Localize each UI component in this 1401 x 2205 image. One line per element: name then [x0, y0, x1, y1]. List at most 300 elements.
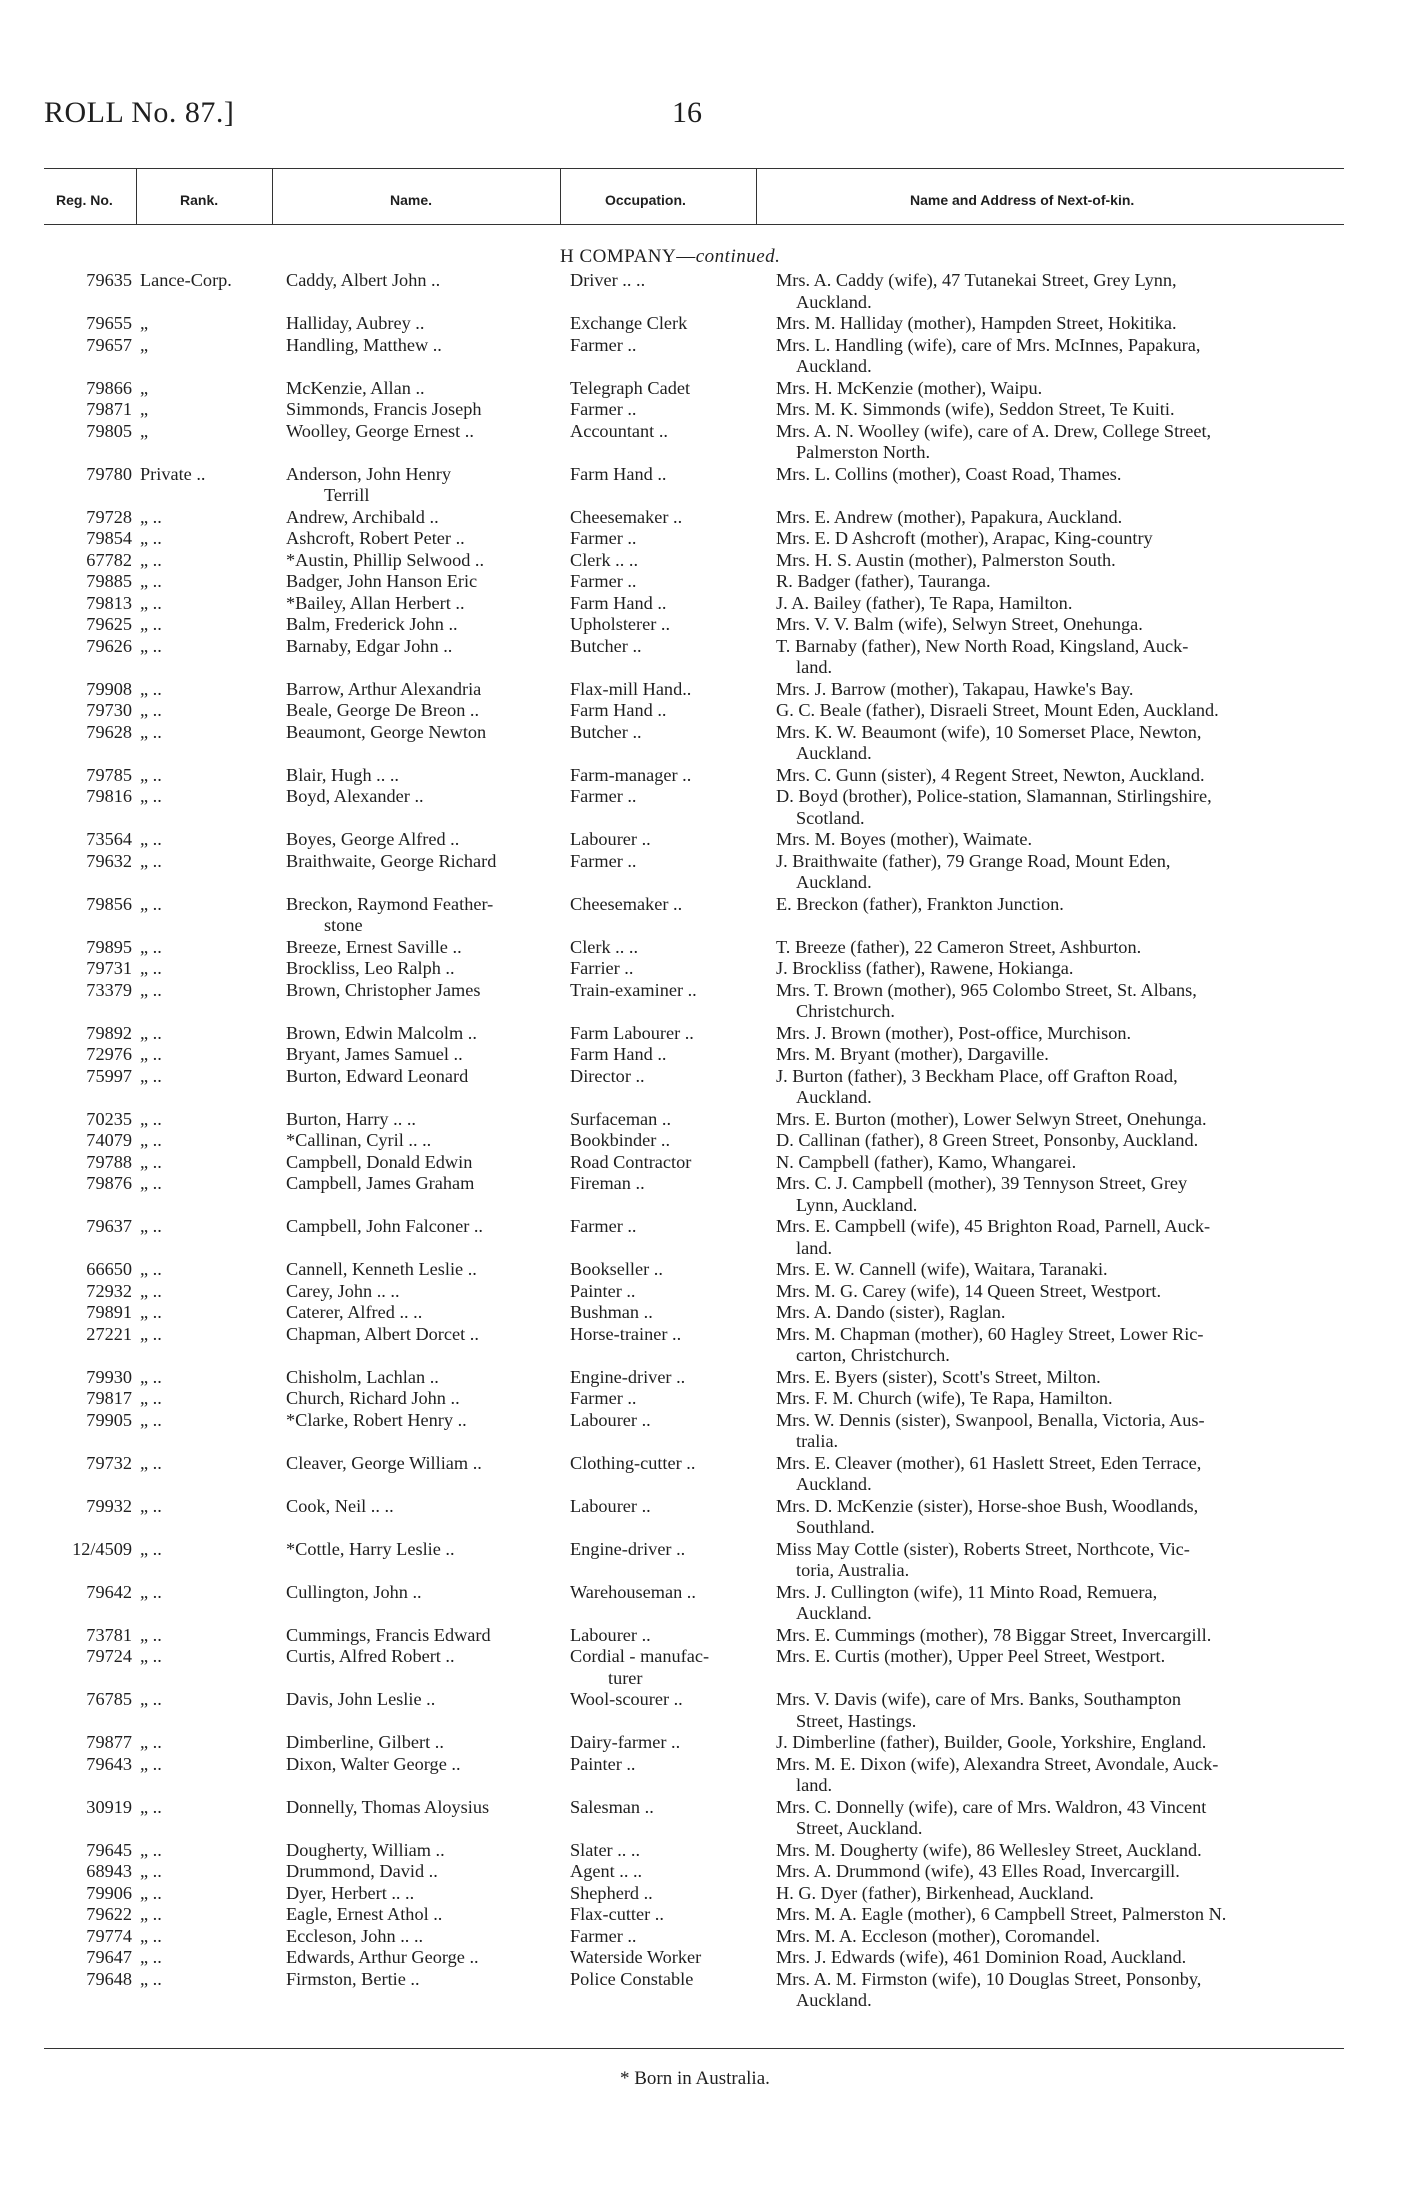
- occupation: Clothing-cutter ..: [570, 1452, 696, 1473]
- table-row: [44, 421, 1344, 464]
- rank: „ ..: [140, 1538, 162, 1559]
- reg-number: 79642: [86, 1581, 132, 1602]
- next-of-kin-line: Mrs. E. Burton (mother), Lower Selwyn Street, Onehunga.: [776, 1108, 1207, 1129]
- next-of-kin-line: Mrs. M. Chapman (mother), 60 Hagley Street, Lower Ric-: [776, 1323, 1204, 1344]
- soldier-name: Barnaby, Edgar John ..: [286, 635, 453, 656]
- rank: „ ..: [140, 1065, 162, 1086]
- next-of-kin-line: Mrs. L. Handling (wife), care of Mrs. McInnes, Papakura,: [776, 334, 1201, 355]
- reg-number: 79643: [86, 1753, 132, 1774]
- occupation: Farmer ..: [570, 528, 637, 548]
- table-row: [44, 722, 1344, 765]
- reg-number: 79908: [86, 678, 132, 699]
- next-of-kin: [776, 593, 1376, 615]
- reg-number: 79628: [86, 721, 132, 742]
- soldier-name: Andrew, Archibald ..: [286, 506, 439, 527]
- rank: „ ..: [140, 1904, 162, 1924]
- next-of-kin-line: land.: [796, 1775, 833, 1795]
- next-of-kin: [776, 1023, 1376, 1045]
- next-of-kin-line: carton, Christchurch.: [796, 1345, 950, 1365]
- soldier-name: Campbell, James Graham: [286, 1173, 475, 1193]
- next-of-kin: [776, 1302, 1376, 1324]
- rank: „ ..: [140, 850, 162, 871]
- next-of-kin: [776, 1259, 1376, 1281]
- occupation: Farmer ..: [570, 786, 637, 806]
- soldier-name: Brown, Edwin Malcolm ..: [286, 1022, 477, 1043]
- next-of-kin-line: Mrs. A. N. Woolley (wife), care of A. Drew, College Street,: [776, 420, 1212, 441]
- next-of-kin: [776, 679, 1376, 701]
- occupation: Bushman ..: [570, 1302, 653, 1322]
- occupation: Warehouseman ..: [570, 1581, 696, 1602]
- next-of-kin: [776, 1281, 1376, 1303]
- rank: „: [140, 334, 149, 355]
- rank: „: [140, 377, 149, 398]
- reg-number: 72932: [86, 1280, 132, 1301]
- next-of-kin-line: Mrs. M. Bryant (mother), Dargaville.: [776, 1044, 1049, 1064]
- next-of-kin: [776, 1453, 1376, 1496]
- rank: „ ..: [140, 1452, 162, 1473]
- occupation: Cheesemaker ..: [570, 506, 683, 527]
- rank: „ ..: [140, 1216, 162, 1236]
- reg-number: 79774: [86, 1925, 132, 1946]
- occupation: Bookseller ..: [570, 1259, 663, 1279]
- rank: „ ..: [140, 614, 162, 634]
- next-of-kin-line: Mrs. A. Dando (sister), Raglan.: [776, 1302, 1006, 1322]
- reg-number: 79813: [86, 592, 132, 613]
- rank: „ ..: [140, 1796, 162, 1817]
- occupation: Farm Labourer ..: [570, 1022, 694, 1043]
- soldier-name: Dougherty, William ..: [286, 1839, 445, 1860]
- reg-number: 79637: [86, 1216, 132, 1236]
- soldier-name: Braithwaite, George Richard: [286, 850, 497, 871]
- soldier-name: Cummings, Francis Edward: [286, 1624, 491, 1645]
- next-of-kin: [776, 700, 1376, 722]
- next-of-kin: [776, 313, 1376, 335]
- next-of-kin: [776, 1324, 1376, 1367]
- reg-number: 79724: [86, 1646, 132, 1666]
- occupation: Waterside Worker: [570, 1947, 702, 1967]
- roll-table: [44, 270, 1344, 2012]
- occupation: Farm Hand ..: [570, 700, 667, 720]
- next-of-kin: [776, 1044, 1376, 1066]
- soldier-name: Woolley, George Ernest ..: [286, 420, 474, 441]
- table-row: [44, 1216, 1344, 1259]
- rank: „ ..: [140, 829, 162, 849]
- occupation: Train-examiner ..: [570, 979, 697, 1000]
- next-of-kin: [776, 1883, 1376, 1905]
- reg-number: 79732: [86, 1452, 132, 1473]
- next-of-kin: [776, 1947, 1376, 1969]
- next-of-kin-line: Mrs. E. Byers (sister), Scott's Street, Milton.: [776, 1366, 1101, 1387]
- next-of-kin-line: J. Brockliss (father), Rawene, Hokianga.: [776, 958, 1074, 978]
- reg-number: 12/4509: [72, 1538, 132, 1559]
- soldier-name: Dixon, Walter George ..: [286, 1753, 461, 1774]
- reg-number: 79885: [86, 571, 132, 591]
- next-of-kin-line: T. Barnaby (father), New North Road, Kingsland, Auck-: [776, 635, 1189, 656]
- rank: „ ..: [140, 721, 162, 742]
- next-of-kin: [776, 1109, 1376, 1131]
- occupation: Cheesemaker ..: [570, 893, 683, 914]
- next-of-kin-line: Mrs. W. Dennis (sister), Swanpool, Benalla, Victoria, Aus-: [776, 1409, 1205, 1430]
- next-of-kin: [776, 507, 1376, 529]
- rank: „ ..: [140, 1646, 162, 1666]
- occupation: Clerk .. ..: [570, 936, 639, 957]
- table-row: [44, 1281, 1344, 1303]
- next-of-kin-line: Auckland.: [796, 291, 872, 312]
- next-of-kin-line: Auckland.: [796, 872, 872, 892]
- occupation: Surfaceman ..: [570, 1108, 672, 1129]
- rank: „ ..: [140, 1968, 162, 1989]
- rank: „: [140, 313, 149, 333]
- next-of-kin-line: Mrs. M. K. Simmonds (wife), Seddon Street, Te Kuiti.: [776, 399, 1175, 419]
- soldier-name: *Callinan, Cyril .. ..: [286, 1130, 432, 1150]
- occupation: Upholsterer ..: [570, 614, 671, 634]
- rank: „ ..: [140, 1581, 162, 1602]
- section-continued: continued.: [695, 246, 781, 267]
- table-row: [44, 1840, 1344, 1862]
- table-row: [44, 636, 1344, 679]
- soldier-name: Badger, John Hanson Eric: [286, 571, 478, 591]
- table-row: [44, 1947, 1344, 1969]
- next-of-kin: [776, 1582, 1376, 1625]
- next-of-kin: [776, 1367, 1376, 1389]
- table-row: [44, 528, 1344, 550]
- soldier-name: Dyer, Herbert .. ..: [286, 1882, 415, 1903]
- next-of-kin-line: Auckland.: [796, 743, 872, 763]
- next-of-kin-line: J. Burton (father), 3 Beckham Place, off Grafton Road,: [776, 1065, 1178, 1086]
- reg-number: 79854: [86, 528, 132, 548]
- next-of-kin-line: R. Badger (father), Tauranga.: [776, 571, 991, 591]
- next-of-kin-line: J. A. Bailey (father), Te Rapa, Hamilton.: [776, 592, 1073, 613]
- soldier-name: Cannell, Kenneth Leslie ..: [286, 1259, 477, 1279]
- soldier-name: Caterer, Alfred .. ..: [286, 1302, 423, 1322]
- next-of-kin-line: Auckland.: [796, 1990, 872, 2010]
- next-of-kin-line: J. Dimberline (father), Builder, Goole, Yorkshire, England.: [776, 1732, 1207, 1752]
- soldier-name: Simmonds, Francis Joseph: [286, 399, 482, 419]
- reg-number: 73379: [86, 979, 132, 1000]
- reg-number: 73564: [86, 829, 132, 849]
- occupation: Agent .. ..: [570, 1861, 643, 1881]
- rank: „ ..: [140, 764, 162, 785]
- occupation: Farmer ..: [570, 571, 637, 591]
- soldier-name: Chapman, Albert Dorcet ..: [286, 1323, 479, 1344]
- reg-number: 66650: [86, 1259, 132, 1279]
- soldier-name: Edwards, Arthur George ..: [286, 1947, 479, 1967]
- reg-number: 79805: [86, 420, 132, 441]
- rank: „ ..: [140, 1323, 162, 1344]
- rank: „ ..: [140, 549, 162, 570]
- table-row: [44, 1066, 1344, 1109]
- next-of-kin-line: G. C. Beale (father), Disraeli Street, Mount Eden, Auckland.: [776, 700, 1219, 720]
- table-row: [44, 1496, 1344, 1539]
- table-row: [44, 786, 1344, 829]
- soldier-name: Halliday, Aubrey ..: [286, 313, 425, 333]
- soldier-name: [286, 894, 606, 937]
- table-header-rule: [44, 224, 1344, 225]
- occupation: Bookbinder ..: [570, 1130, 671, 1150]
- next-of-kin-line: Mrs. M. E. Dixon (wife), Alexandra Street, Avondale, Auck-: [776, 1753, 1219, 1774]
- occupation: Farmer ..: [570, 399, 637, 419]
- reg-number: 79932: [86, 1495, 132, 1516]
- column-divider: [560, 168, 561, 224]
- occupation: Clerk .. ..: [570, 549, 639, 570]
- reg-number: 79622: [86, 1904, 132, 1924]
- reg-number: 67782: [86, 549, 132, 570]
- next-of-kin-line: Mrs. J. Edwards (wife), 461 Dominion Road, Auckland.: [776, 1947, 1187, 1967]
- reg-number: 79892: [86, 1022, 132, 1043]
- rank: „ ..: [140, 528, 162, 548]
- next-of-kin-line: tralia.: [796, 1431, 839, 1451]
- reg-number: 27221: [86, 1323, 132, 1344]
- next-of-kin-line: Mrs. M. Halliday (mother), Hampden Street, Hokitika.: [776, 313, 1177, 333]
- table-bottom-rule: [44, 2048, 1344, 2049]
- occupation: Farmer ..: [570, 1388, 637, 1408]
- reg-number: 79632: [86, 850, 132, 871]
- next-of-kin: [776, 270, 1376, 313]
- next-of-kin: [776, 550, 1376, 572]
- next-of-kin-line: Auckland.: [796, 1603, 872, 1623]
- rank: „ ..: [140, 958, 162, 978]
- occupation: Shepherd ..: [570, 1882, 653, 1903]
- soldier-name: Beaumont, George Newton: [286, 721, 487, 742]
- next-of-kin: [776, 1797, 1376, 1840]
- next-of-kin-line: Mrs. L. Collins (mother), Coast Road, Thames.: [776, 463, 1122, 484]
- section-title: [560, 246, 780, 268]
- soldier-name: Burton, Harry .. ..: [286, 1108, 416, 1129]
- next-of-kin-line: Street, Hastings.: [796, 1710, 917, 1731]
- next-of-kin-line: Mrs. A. Drummond (wife), 43 Elles Road, Invercargill.: [776, 1861, 1180, 1881]
- rank: „ ..: [140, 1151, 162, 1172]
- soldier-name: McKenzie, Allan ..: [286, 377, 425, 398]
- next-of-kin-line: Mrs. M. A. Eagle (mother), 6 Campbell Street, Palmerston N.: [776, 1904, 1227, 1924]
- soldier-name-line: Terrill: [324, 485, 370, 505]
- rank: „ ..: [140, 1259, 162, 1279]
- next-of-kin: [776, 1066, 1376, 1109]
- header-occupation: Occupation.: [605, 192, 686, 208]
- table-row: [44, 1302, 1344, 1324]
- table-row: [44, 980, 1344, 1023]
- reg-number: 79780: [86, 463, 132, 484]
- table-row: [44, 614, 1344, 636]
- next-of-kin-line: Scotland.: [796, 807, 865, 828]
- soldier-name: Cullington, John ..: [286, 1581, 422, 1602]
- reg-number: 79788: [86, 1151, 132, 1172]
- soldier-name: *Clarke, Robert Henry ..: [286, 1409, 467, 1430]
- occupation: Labourer ..: [570, 1624, 651, 1645]
- reg-number: 74079: [86, 1130, 132, 1150]
- next-of-kin-line: J. Braithwaite (father), 79 Grange Road, Mount Eden,: [776, 850, 1171, 871]
- rank: „ ..: [140, 592, 162, 613]
- table-row: [44, 464, 1344, 507]
- reg-number: 79876: [86, 1173, 132, 1193]
- reg-number: 79817: [86, 1388, 132, 1408]
- next-of-kin: [776, 464, 1376, 486]
- next-of-kin: [776, 1861, 1376, 1883]
- rank: „ ..: [140, 1130, 162, 1150]
- next-of-kin-line: Mrs. E. Campbell (wife), 45 Brighton Road, Parnell, Auck-: [776, 1216, 1211, 1236]
- soldier-name: Balm, Frederick John ..: [286, 614, 458, 634]
- table-row: [44, 1109, 1344, 1131]
- occupation: Farm Hand ..: [570, 1044, 667, 1064]
- next-of-kin: [776, 1625, 1376, 1647]
- soldier-name: Campbell, Donald Edwin: [286, 1151, 473, 1172]
- next-of-kin: [776, 399, 1376, 421]
- reg-number: 79930: [86, 1366, 132, 1387]
- rank: „ ..: [140, 786, 162, 806]
- next-of-kin-line: Mrs. E. Curtis (mother), Upper Peel Street, Westport.: [776, 1646, 1166, 1666]
- table-row: [44, 1797, 1344, 1840]
- next-of-kin: [776, 765, 1376, 787]
- table-row: [44, 1904, 1344, 1926]
- table-row: [44, 765, 1344, 787]
- reg-number: 76785: [86, 1689, 132, 1709]
- table-row: [44, 1044, 1344, 1066]
- table-row: [44, 1367, 1344, 1389]
- reg-number: 73781: [86, 1624, 132, 1645]
- soldier-name: Caddy, Albert John ..: [286, 270, 441, 290]
- header-reg-no: Reg. No.: [56, 192, 113, 208]
- next-of-kin: [776, 1754, 1376, 1797]
- occupation: Engine-driver ..: [570, 1538, 686, 1559]
- occupation: Flax-cutter ..: [570, 1904, 664, 1924]
- rank: „ ..: [140, 1753, 162, 1774]
- next-of-kin-line: land.: [796, 657, 833, 677]
- table-row: [44, 593, 1344, 615]
- soldier-name: Ashcroft, Robert Peter ..: [286, 528, 465, 548]
- next-of-kin-line: Auckland.: [796, 1087, 872, 1107]
- next-of-kin-line: Mrs. E. Andrew (mother), Papakura, Auckland.: [776, 506, 1123, 527]
- next-of-kin-line: Mrs. J. Cullington (wife), 11 Minto Road, Remuera,: [776, 1581, 1158, 1602]
- reg-number: 79906: [86, 1882, 132, 1903]
- next-of-kin-line: Mrs. M. G. Carey (wife), 14 Queen Street, Westport.: [776, 1280, 1162, 1301]
- table-row: [44, 550, 1344, 572]
- rank: „ ..: [140, 1302, 162, 1322]
- next-of-kin-line: Mrs. E. Cummings (mother), 78 Biggar Street, Invercargill.: [776, 1624, 1212, 1645]
- next-of-kin-line: Mrs. J. Barrow (mother), Takapau, Hawke's Bay.: [776, 678, 1134, 699]
- occupation: Fireman ..: [570, 1173, 645, 1193]
- table-row: [44, 1259, 1344, 1281]
- soldier-name: Eagle, Ernest Athol ..: [286, 1904, 443, 1924]
- occupation: [570, 1646, 780, 1689]
- section-title-text: H COMPANY—: [560, 246, 696, 267]
- rank: „ ..: [140, 1366, 162, 1387]
- soldier-name: Burton, Edward Leonard: [286, 1065, 469, 1086]
- occupation: Farmer ..: [570, 1216, 637, 1236]
- rank: „ ..: [140, 1882, 162, 1903]
- soldier-name: Donnelly, Thomas Aloysius: [286, 1796, 490, 1817]
- table-row: [44, 1582, 1344, 1625]
- next-of-kin: [776, 528, 1376, 550]
- next-of-kin-line: Street, Auckland.: [796, 1818, 923, 1838]
- column-divider: [756, 168, 757, 224]
- soldier-name: *Cottle, Harry Leslie ..: [286, 1538, 455, 1559]
- next-of-kin-line: Mrs. M. Boyes (mother), Waimate.: [776, 829, 1033, 849]
- rank: „ ..: [140, 571, 162, 591]
- reg-number: 75997: [86, 1065, 132, 1086]
- next-of-kin-line: Auckland.: [796, 1474, 872, 1494]
- soldier-name: Boyes, George Alfred ..: [286, 829, 460, 849]
- next-of-kin: [776, 1926, 1376, 1948]
- occupation: Butcher ..: [570, 635, 642, 656]
- table-top-rule: [44, 168, 1344, 169]
- rank: „ ..: [140, 1044, 162, 1064]
- table-row: [44, 1130, 1344, 1152]
- next-of-kin-line: N. Campbell (father), Kamo, Whangarei.: [776, 1151, 1077, 1172]
- reg-number: 79785: [86, 764, 132, 785]
- soldier-name-line: stone: [324, 915, 363, 935]
- next-of-kin-line: Palmerston North.: [796, 442, 931, 462]
- occupation: Engine-driver ..: [570, 1366, 686, 1387]
- next-of-kin: [776, 937, 1376, 959]
- soldier-name-line: Breckon, Raymond Feather-: [286, 893, 494, 914]
- next-of-kin-line: Mrs. A. M. Firmston (wife), 10 Douglas Street, Ponsonby,: [776, 1968, 1202, 1989]
- reg-number: 72976: [86, 1044, 132, 1064]
- reg-number: 79905: [86, 1409, 132, 1430]
- occupation: Farm-manager ..: [570, 764, 692, 785]
- roll-number: ROLL No. 87.]: [44, 96, 235, 129]
- next-of-kin: [776, 378, 1376, 400]
- reg-number: 30919: [86, 1796, 132, 1817]
- next-of-kin-line: Mrs. J. Brown (mother), Post-office, Murchison.: [776, 1022, 1132, 1043]
- next-of-kin: [776, 421, 1376, 464]
- next-of-kin: [776, 1216, 1376, 1259]
- next-of-kin-line: Auckland.: [796, 356, 872, 376]
- table-row: [44, 1152, 1344, 1174]
- soldier-name: Bryant, James Samuel ..: [286, 1044, 463, 1064]
- next-of-kin-line: E. Breckon (father), Frankton Junction.: [776, 893, 1064, 914]
- next-of-kin-line: D. Callinan (father), 8 Green Street, Ponsonby, Auckland.: [776, 1130, 1199, 1150]
- soldier-name: Beale, George De Breon ..: [286, 700, 480, 720]
- reg-number: 70235: [86, 1108, 132, 1129]
- rank: Lance-Corp.: [140, 270, 232, 290]
- table-row: [44, 507, 1344, 529]
- occupation: Driver .. ..: [570, 270, 646, 290]
- rank: „ ..: [140, 1495, 162, 1516]
- next-of-kin: [776, 1130, 1376, 1152]
- rank: „ ..: [140, 1280, 162, 1301]
- next-of-kin-line: Christchurch.: [796, 1001, 896, 1021]
- reg-number: 79816: [86, 786, 132, 806]
- next-of-kin-line: Mrs. C. J. Campbell (mother), 39 Tennyson Street, Grey: [776, 1173, 1188, 1193]
- next-of-kin: [776, 894, 1376, 916]
- reg-number: 79856: [86, 893, 132, 914]
- soldier-name: Church, Richard John ..: [286, 1388, 460, 1408]
- rank: „ ..: [140, 506, 162, 527]
- table-row: [44, 829, 1344, 851]
- reg-number: 79871: [86, 399, 132, 419]
- rank: „ ..: [140, 1022, 162, 1043]
- next-of-kin: [776, 1152, 1376, 1174]
- next-of-kin: [776, 1689, 1376, 1732]
- occupation: Farmer ..: [570, 334, 637, 355]
- table-row: [44, 1732, 1344, 1754]
- next-of-kin-line: Southland.: [796, 1517, 875, 1537]
- occupation: Accountant ..: [570, 420, 668, 441]
- next-of-kin: [776, 335, 1376, 378]
- rank: „ ..: [140, 635, 162, 656]
- soldier-name: Dimberline, Gilbert ..: [286, 1732, 444, 1752]
- occupation: Farmer ..: [570, 1925, 637, 1946]
- next-of-kin-line: D. Boyd (brother), Police-station, Slamannan, Stirlingshire,: [776, 786, 1212, 806]
- rank: „ ..: [140, 893, 162, 914]
- occupation: Farm Hand ..: [570, 592, 667, 613]
- next-of-kin-line: Mrs. E. Cleaver (mother), 61 Haslett Street, Eden Terrace,: [776, 1452, 1202, 1473]
- next-of-kin: [776, 1410, 1376, 1453]
- soldier-name: Cook, Neil .. ..: [286, 1495, 394, 1516]
- occupation: Labourer ..: [570, 829, 651, 849]
- rank: „: [140, 399, 149, 419]
- next-of-kin-line: T. Breeze (father), 22 Cameron Street, Ashburton.: [776, 936, 1142, 957]
- next-of-kin: [776, 1732, 1376, 1754]
